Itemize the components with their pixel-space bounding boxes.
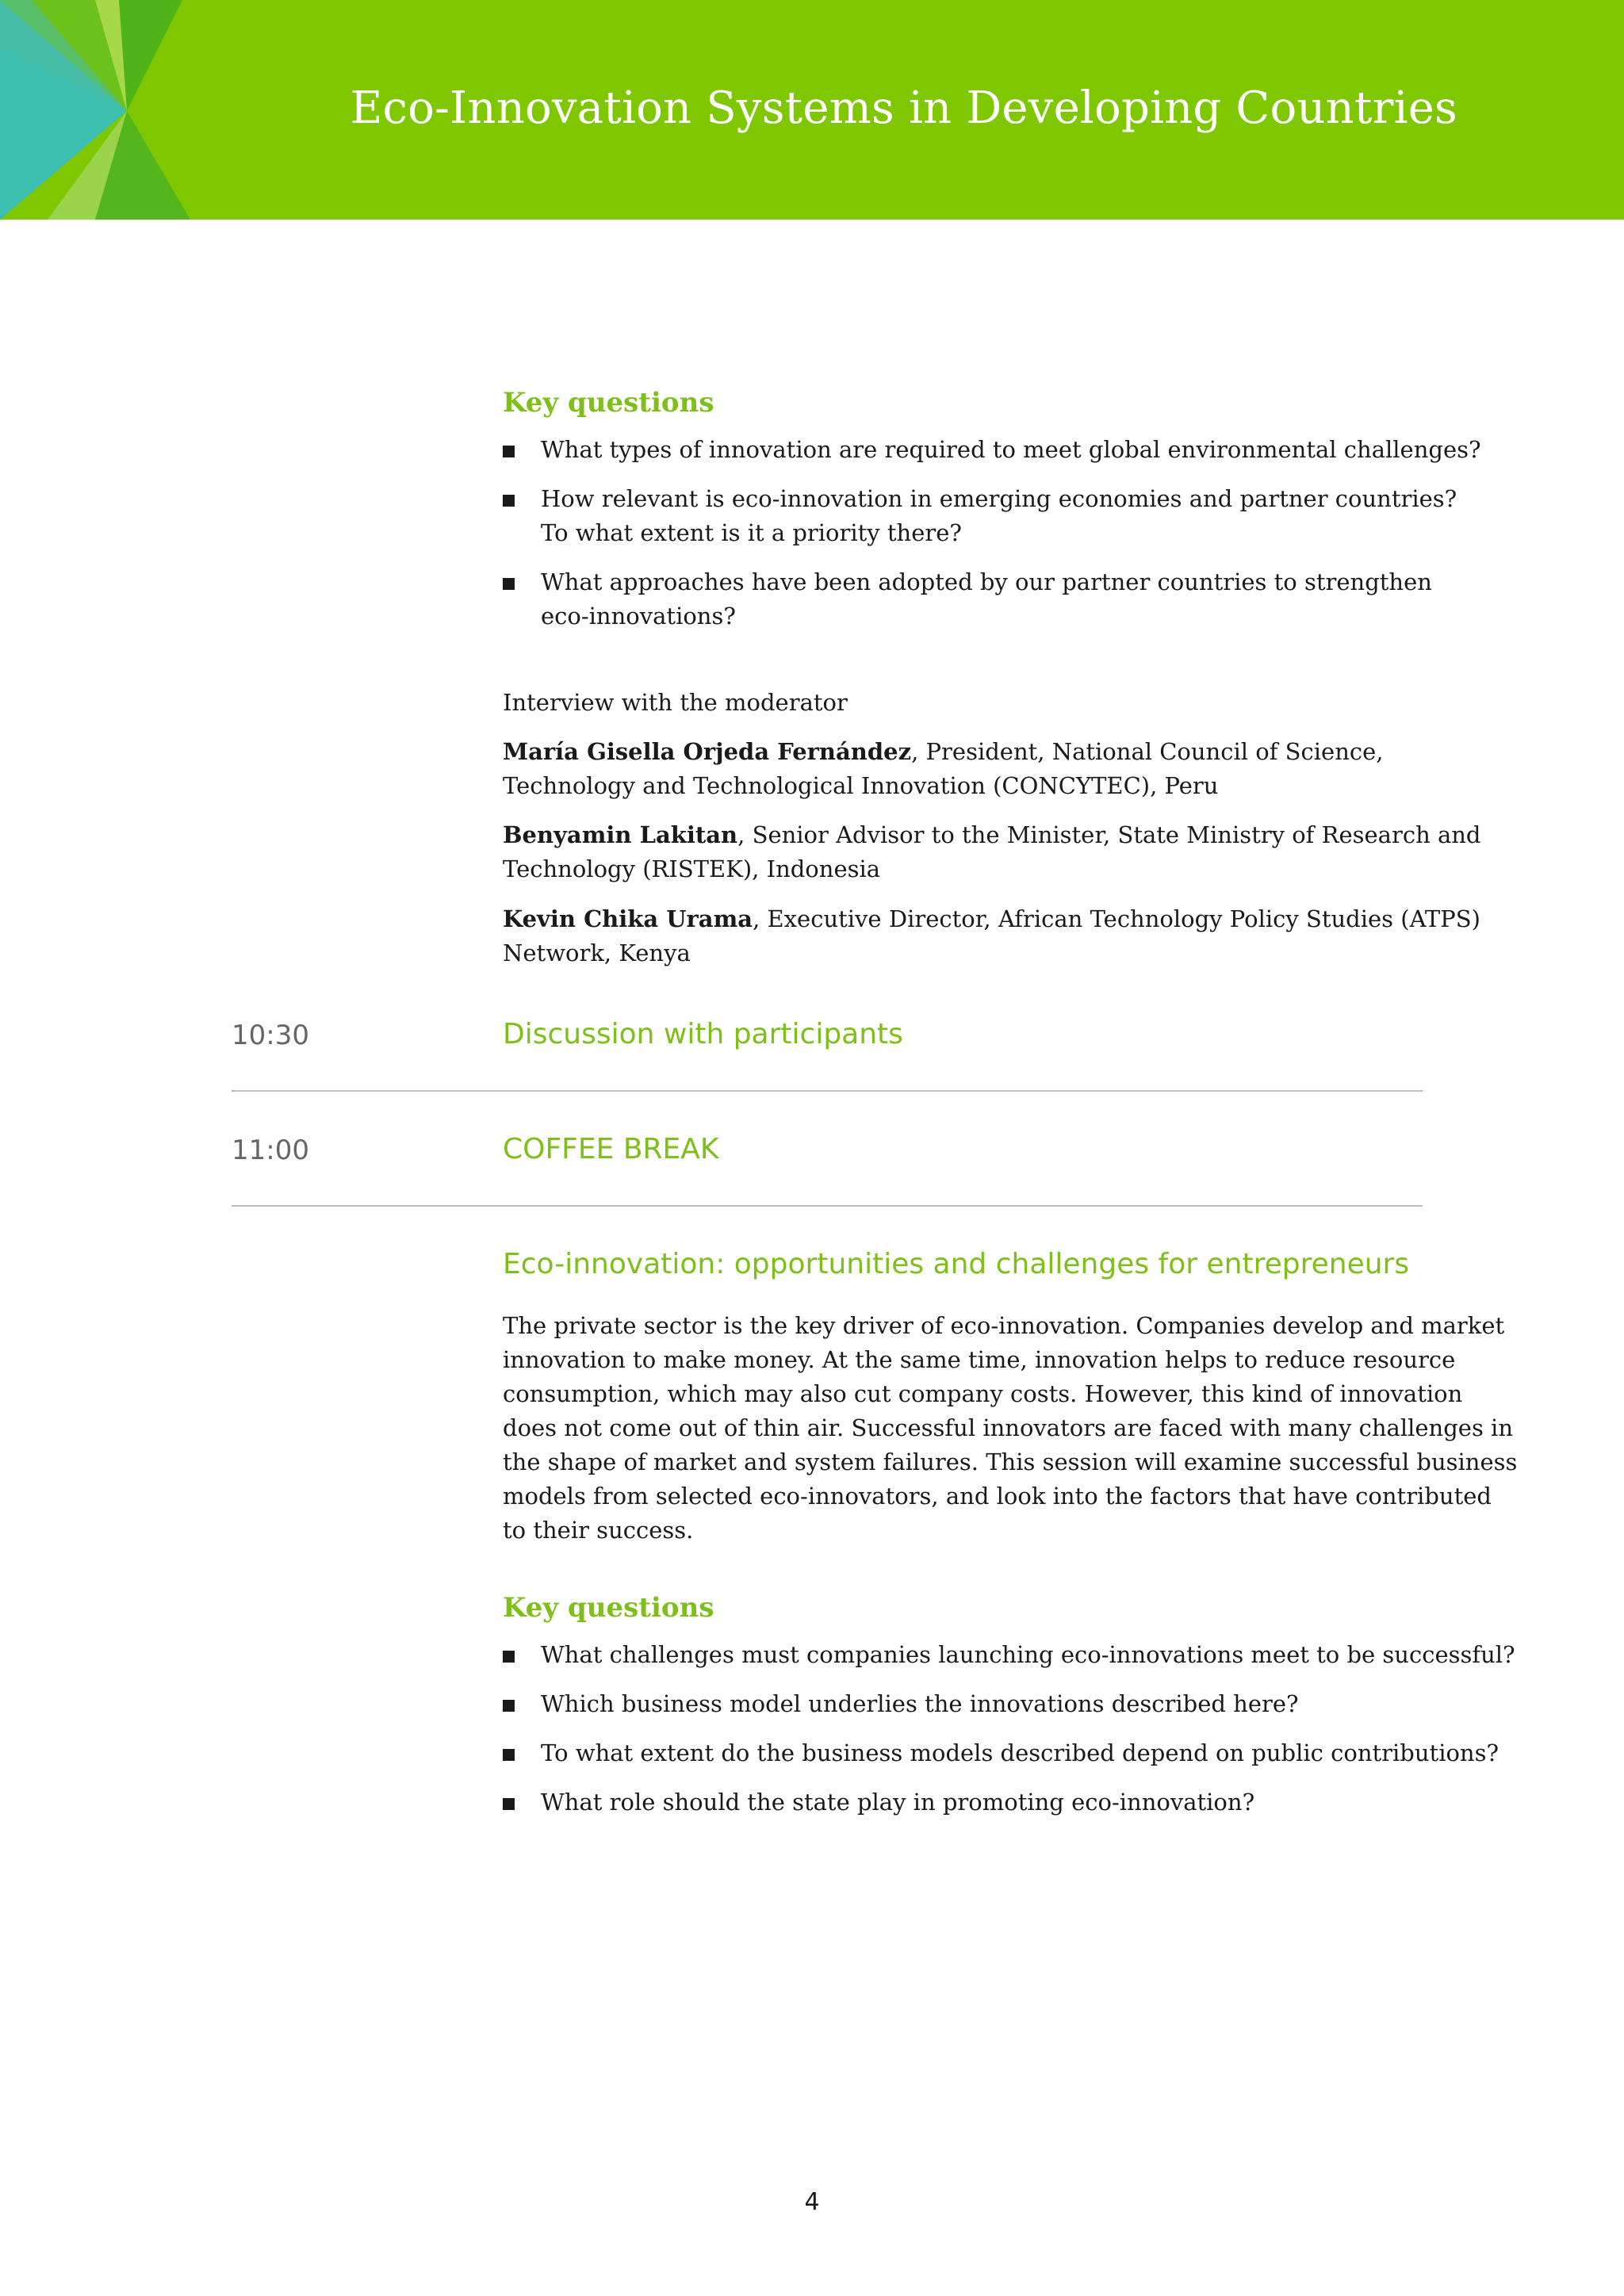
list-item: How relevant is eco-innovation in emerging economies and partner countries? To what extent is it a priority there? — [503, 482, 1438, 550]
list-item: To what extent do the business models described depend on public contributions? — [503, 1736, 1438, 1770]
speaker-name: María Gisella Orjeda Fernández — [503, 738, 912, 765]
section2-title: Eco-innovation: opportunities and challenges for entrepreneurs — [503, 1248, 1410, 1280]
interview-label: Interview with the moderator — [503, 689, 848, 716]
key-questions-heading: Key questions — [503, 1592, 714, 1624]
section2-key-questions — [503, 1592, 1515, 1835]
divider — [232, 1090, 1423, 1092]
speaker-name: Kevin Chika Urama — [503, 905, 753, 932]
divider — [232, 1205, 1423, 1207]
header-title: Eco-Innovation Systems in Developing Countries — [350, 82, 1457, 134]
page-number: 4 — [804, 2188, 820, 2216]
speaker: Benyamin Lakitan, Senior Advisor to the Minister, State Ministry of Research and Technology (RISTEK), Indonesia — [503, 821, 1481, 882]
key-questions-list — [503, 1638, 1515, 1820]
speaker: Kevin Chika Urama, Executive Director, African Technology Policy Studies (ATPS) Network, Kenya — [503, 905, 1480, 966]
list-item: What approaches have been adopted by our partner countries to strengthen eco-innovations? — [503, 565, 1438, 633]
speaker-name: Benyamin Lakitan — [503, 821, 738, 848]
session-title: Discussion with participants — [503, 1018, 903, 1050]
list-item: What challenges must companies launching eco-innovations meet to be successful? — [503, 1638, 1438, 1672]
list-item: What role should the state play in promoting eco-innovation? — [503, 1785, 1438, 1820]
section1-content — [503, 387, 1481, 649]
list-item: Which business model underlies the innovations described here? — [503, 1687, 1438, 1721]
schedule-time: 10:30 — [232, 1020, 309, 1051]
header-band — [0, 0, 1624, 220]
list-item: What types of innovation are required to meet global environmental challenges? — [503, 433, 1438, 467]
key-questions-heading: Key questions — [503, 387, 714, 419]
key-questions-list — [503, 433, 1481, 633]
speaker: María Gisella Orjeda Fernández, President, National Council of Science, Technology and Technological Innovation (CONCYTEC), Peru — [503, 738, 1384, 799]
schedule-time: 11:00 — [232, 1135, 309, 1166]
section2-paragraph: The private sector is the key driver of eco-innovation. Companies develop and market innovation to make money. At the same time, innovation helps to reduce resource consumption, which may also cut company costs. However, this kind of innovation does not come out of thin air. Successful innovators are faced with many challenges in the shape of market and system failures. This session will examine successful business models from selected eco-innovators, and look into the factors that have contributed to their success. — [503, 1312, 1518, 1544]
session-title: COFFEE BREAK — [503, 1133, 719, 1165]
